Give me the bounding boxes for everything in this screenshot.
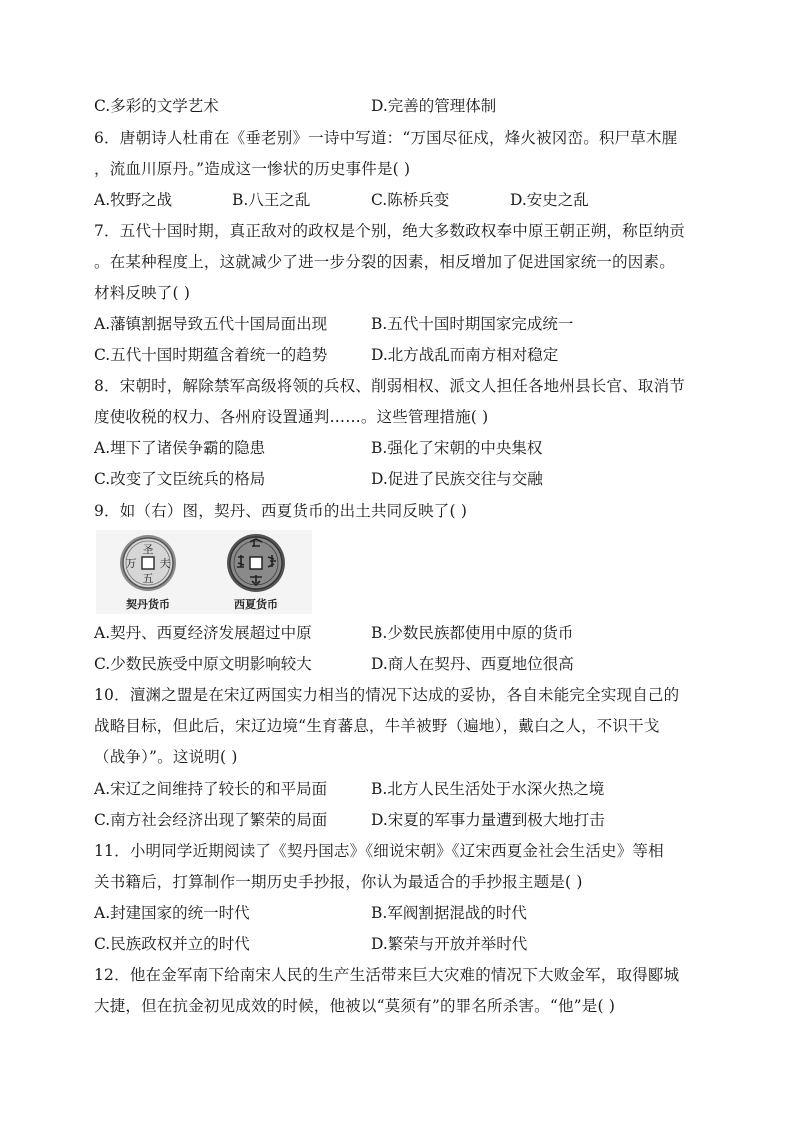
q7-option-b: B.五代十国时期国家完成统一 [371,315,574,333]
q6-stem-line1: 6．唐朝诗人杜甫在《垂老别》一诗中写道：“万国尽征戍，烽火被冈峦。积尸草木腥 [94,129,678,147]
q9-option-c: C.少数民族受中原文明影响较大 [94,655,312,673]
q10-stem-line2: 战略目标，但此后，宋辽边境“生育蕃息，牛羊被野（遍地），戴白之人，不识干戈 [94,717,660,735]
q5-option-c: C.多彩的文学艺术 [94,97,219,115]
q6-option-d: D.安史之乱 [510,191,589,209]
q12-stem-line1: 12．他在金军南下给南宋人民的生产生活带来巨大灾难的情况下大败金军，取得郾城 [94,966,680,984]
western-xia-coin [227,534,285,592]
q6-stem-line2: ，流血川原丹。”造成这一惨状的历史事件是( ) [94,160,411,178]
q6-option-c: C.陈桥兵变 [371,191,450,209]
q10-stem-line3: （战争）”。这说明( ) [94,748,238,766]
q7-option-c: C.五代十国时期蕴含着统一的趋势 [94,346,328,364]
q7-stem-line2: 。在某种程度上，这就减少了进一步分裂的因素，相反增加了促进国家统一的因素。 [94,253,675,271]
q12-stem-line2: 大捷，但在抗金初见成效的时候，他被以“莫须有”的罪名所杀害。“他”是( ) [94,997,616,1015]
q9-option-d: D.商人在契丹、西夏地位很高 [371,655,574,673]
q11-option-b: B.军阀割据混战的时代 [371,904,527,922]
q7-stem-line3: 材料反映了( ) [94,284,191,302]
coin1-char-bottom: 五 [142,572,154,585]
q11-option-d: D.繁荣与开放并举时代 [371,935,528,953]
q8-option-c: C.改变了文臣统兵的格局 [94,470,266,488]
q11-stem-line2: 关书籍后，打算制作一期历史手抄报，你认为最适合的手抄报主题是( ) [94,873,583,891]
q11-option-c: C.民族政权并立的时代 [94,935,250,953]
q9-option-b: B.少数民族都使用中原的货币 [371,624,574,642]
q8-option-d: D.促进了民族交往与交融 [371,470,543,488]
coin1-char-left: 万 [125,557,137,570]
q8-option-b: B.强化了宋朝的中央集权 [371,439,543,457]
q8-stem-line2: 度使收税的权力、各州府设置通判……。这些管理措施( ) [94,408,489,426]
q9-option-a: A.契丹、西夏经济发展超过中原 [94,624,312,642]
q11-stem-line1: 11．小明同学近期阅读了《契丹国志》《细说宋朝》《辽宋西夏金社会生活史》等相 [94,842,664,860]
q5-option-d: D.完善的管理体制 [371,97,497,115]
q10-option-a: A.宋辽之间维持了较长的和平局面 [94,780,328,798]
q10-option-c: C.南方社会经济出现了繁荣的局面 [94,811,328,829]
q6-option-a: A.牧野之战 [94,191,173,209]
khitan-coin [120,535,176,591]
coin1-char-top: 圣 [142,543,154,556]
coin1-caption: 契丹货币 [126,598,170,611]
q9-stem-line1: 9．如（右）图，契丹、西夏货币的出土共同反映了( ) [94,502,468,520]
q8-option-a: A.埋下了诸侯争霸的隐患 [94,439,266,457]
q8-stem-line1: 8．宋朝时，解除禁军高级将领的兵权、削弱相权、派文人担任各地州县长官、取消节 [94,377,685,395]
q11-option-a: A.封建国家的统一时代 [94,904,250,922]
q7-option-a: A.藩镇割据导致五代十国局面出现 [94,315,328,333]
q10-option-b: B.北方人民生活处于水深火热之境 [371,780,605,798]
q10-option-d: D.宋夏的军事力量遭到极大地打击 [371,811,605,829]
q7-stem-line1: 7．五代十国时期，真正敌对的政权是个别，绝大多数政权奉中原王朝正朔，称臣纳贡 [94,222,685,240]
coin1-char-right: 夫 [159,557,171,570]
q6-option-b: B.八王之乱 [232,191,311,209]
coins-figure [96,530,312,614]
q10-stem-line1: 10．澶渊之盟是在宋辽两国实力相当的情况下达成的妥协，各自未能完全实现自己的 [94,686,680,704]
coin2-caption: 西夏货币 [234,598,278,611]
q7-option-d: D.北方战乱而南方相对稳定 [371,346,559,364]
